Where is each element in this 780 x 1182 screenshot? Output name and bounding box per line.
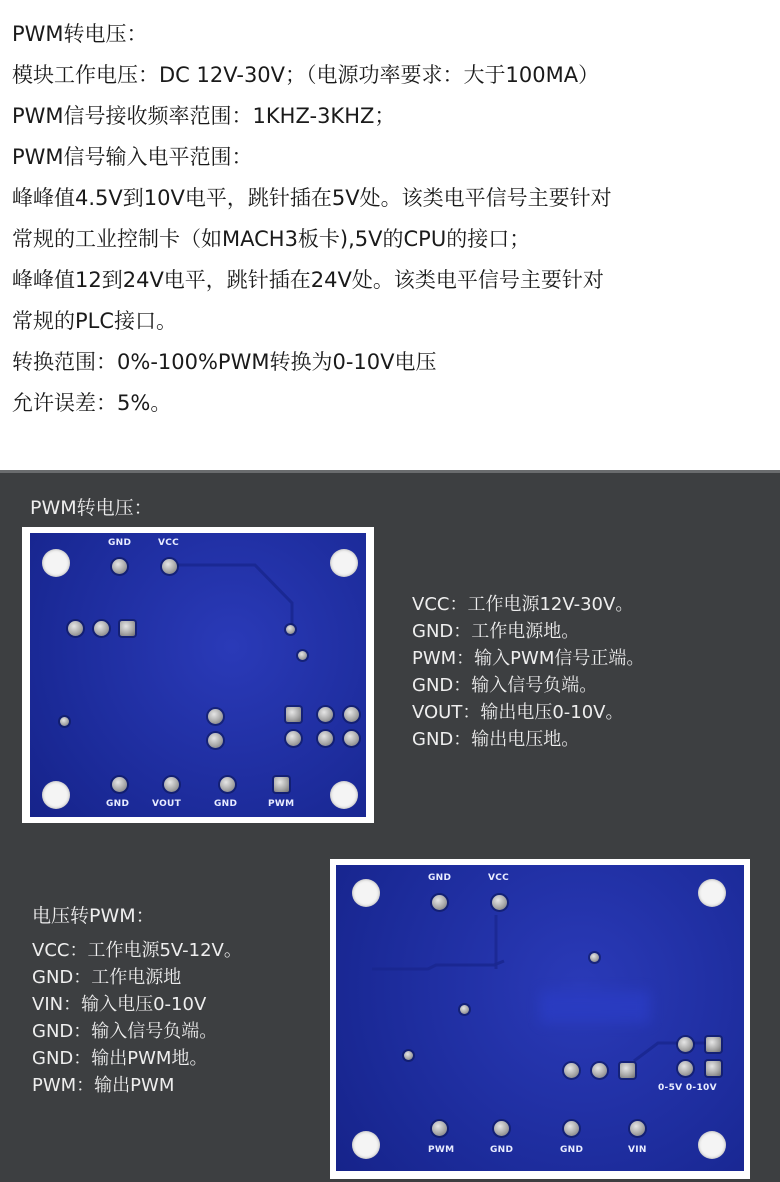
- pad-vcc: [162, 559, 177, 574]
- silk-label-vcc: VCC: [488, 873, 510, 883]
- board2-title: 电压转PWM：: [32, 905, 155, 927]
- silk-label-pwm: PWM: [428, 1145, 455, 1155]
- pad: [318, 707, 333, 722]
- silk-label-gnd: GND: [108, 538, 132, 548]
- jumper-pin: [678, 1037, 693, 1052]
- desc-line: GND：工作电源地: [32, 967, 182, 988]
- pad: [344, 707, 359, 722]
- desc-line: GND：输出电压地。: [412, 729, 580, 750]
- jumper-pin: [706, 1061, 721, 1076]
- silk-label-vin: VIN: [628, 1145, 647, 1155]
- spec-line: 转换范围：0%-100%PWM转换为0-10V电压: [12, 350, 437, 374]
- board2-photo-frame: [330, 859, 750, 1179]
- pad-gnd-out: [112, 777, 127, 792]
- pad-pwm: [432, 1121, 447, 1136]
- silk-label-jumper: 0-5V 0-10V: [658, 1083, 717, 1093]
- board1-title: PWM转电压：: [30, 497, 153, 519]
- board1-pin-description: [412, 591, 644, 753]
- spec-line: 模块工作电压：DC 12V-30V；（电源功率要求：大于100MA）: [12, 63, 600, 87]
- pad-gnd: [432, 895, 447, 910]
- via: [60, 717, 69, 726]
- spec-line: PWM信号输入电平范围：: [12, 145, 253, 169]
- spec-text-block: [12, 14, 772, 424]
- silk-label-pwm: PWM: [268, 799, 295, 809]
- pad: [68, 621, 83, 636]
- spec-line: PWM信号接收频率范围：1KHZ-3KHZ；: [12, 104, 396, 128]
- desc-line: VIN：输入电压0-10V: [32, 994, 207, 1015]
- desc-line: GND：输入信号负端。: [412, 675, 598, 696]
- desc-line: VCC：工作电源5V-12V。: [32, 940, 242, 961]
- board1-pcb: [30, 533, 366, 817]
- spec-line: 常规的工业控制卡（如MACH3板卡),5V的CPU的接口；: [12, 227, 531, 251]
- pad-vout: [164, 777, 179, 792]
- via: [404, 1051, 413, 1060]
- silk-label-vout: VOUT: [152, 799, 182, 809]
- pad: [208, 709, 223, 724]
- spec-line: PWM转电压：: [12, 22, 148, 46]
- desc-line: PWM：输入PWM信号正端。: [412, 648, 645, 669]
- desc-line: GND：工作电源地。: [412, 621, 580, 642]
- pad: [344, 731, 359, 746]
- spec-line: 峰峰值4.5V到10V电平，跳针插在5V处。该类电平信号主要针对: [12, 186, 612, 210]
- board1-photo-frame: [22, 527, 374, 823]
- silk-label-gnd: GND: [214, 799, 238, 809]
- silk-label-gnd: GND: [490, 1145, 514, 1155]
- silk-label-gnd: GND: [428, 873, 452, 883]
- pad: [94, 621, 109, 636]
- pad: [120, 621, 135, 636]
- pad: [318, 731, 333, 746]
- desc-line: GND：输入信号负端。: [32, 1021, 218, 1042]
- silk-label-gnd: GND: [560, 1145, 584, 1155]
- via: [460, 1005, 469, 1014]
- pad-vin: [630, 1121, 645, 1136]
- spec-line: 常规的PLC接口。: [12, 309, 178, 333]
- pad-gnd: [494, 1121, 509, 1136]
- pad-gnd: [112, 559, 127, 574]
- spec-line: 允许误差：5%。: [12, 391, 172, 415]
- desc-line: VCC：工作电源12V-30V。: [412, 594, 634, 615]
- via: [590, 953, 599, 962]
- desc-line: PWM：输出PWM: [32, 1075, 175, 1096]
- blurred-region: [540, 991, 650, 1023]
- pinout-panel: [0, 470, 780, 1182]
- pad-pwm: [274, 777, 289, 792]
- silk-label-vcc: VCC: [158, 538, 180, 548]
- pad: [208, 733, 223, 748]
- desc-line: VOUT：输出电压0-10V。: [412, 702, 624, 723]
- jumper-pin: [706, 1037, 721, 1052]
- pad: [286, 731, 301, 746]
- pcb-trace-icon: [30, 533, 366, 817]
- jumper-pin: [678, 1061, 693, 1076]
- via: [298, 651, 307, 660]
- silk-label-gnd: GND: [106, 799, 130, 809]
- pad-gnd: [564, 1121, 579, 1136]
- desc-line: GND：输出PWM地。: [32, 1048, 208, 1069]
- pad: [564, 1063, 579, 1078]
- board2-pcb: [336, 865, 744, 1171]
- pad-gnd-in: [220, 777, 235, 792]
- pad: [620, 1063, 635, 1078]
- via: [286, 625, 295, 634]
- pad-vcc: [492, 895, 507, 910]
- board2-pin-description: [32, 937, 242, 1099]
- pad: [286, 707, 301, 722]
- pad: [592, 1063, 607, 1078]
- spec-line: 峰峰值12到24V电平，跳针插在24V处。该类电平信号主要针对: [12, 268, 604, 292]
